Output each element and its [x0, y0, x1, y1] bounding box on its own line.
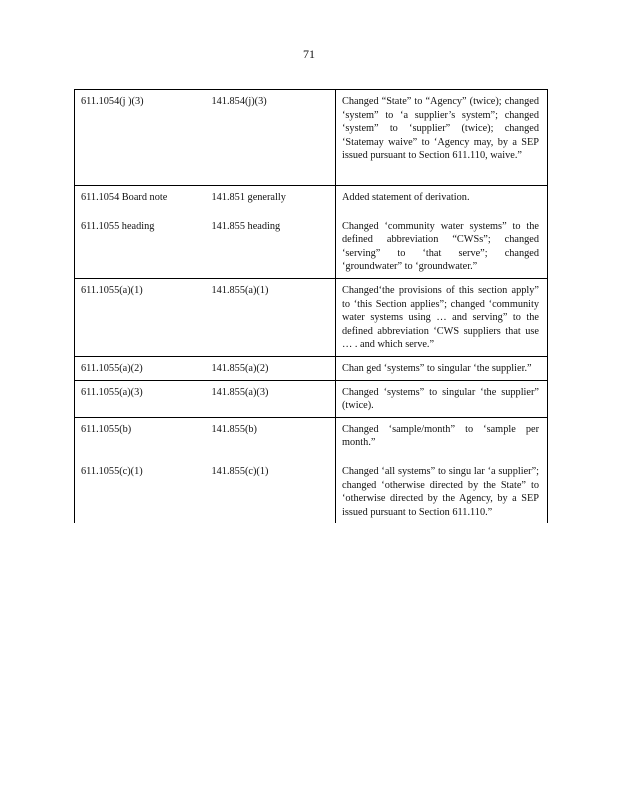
note-cell: Chan ged ‘systems” to singular ‘the supplier.” [336, 356, 548, 380]
note-cell: Changed ‘community water systems” to the defined abbreviation “CWSs”; changed ‘serving” to ‘that serve”; changed ‘groundwater” to ‘groundwater.” [336, 209, 548, 279]
table-row [75, 209, 548, 279]
source-cell: 141.855(b) [206, 417, 336, 454]
note-cell: Changed ‘systems” to singular ‘the supplier” (twice). [336, 380, 548, 417]
derivation-table [74, 89, 548, 523]
note-cell: Added statement of derivation. [336, 186, 548, 209]
section-cell: 611.1055(a)(1) [75, 278, 206, 356]
section-cell: 611.1055(b) [75, 417, 206, 454]
section-cell: 611.1055(c)(1) [75, 454, 206, 523]
section-cell: 611.1054(j )(3) [75, 90, 206, 186]
table-row [75, 186, 548, 209]
section-cell: 611.1055(a)(3) [75, 380, 206, 417]
source-cell: 141.855(a)(2) [206, 356, 336, 380]
note-cell: Changed “State” to “Agency” (twice); changed ‘system” to ‘a supplier’s system”; changed ‘system” to ‘supplier” (twice); changed ‘Statemay waive” to ‘Agency may, by a SEP issued pursuant to Section 611.110, waive.” [336, 90, 548, 186]
source-cell: 141.851 generally [206, 186, 336, 209]
note-cell: Changed ‘all systems” to singu lar ‘a supplier”; changed ‘otherwise directed by the State” to ‘otherwise directed by the Agency, by a SEP issued pursuant to Section 611.110.” [336, 454, 548, 523]
section-cell: 611.1055(a)(2) [75, 356, 206, 380]
table-row [75, 417, 548, 454]
note-cell: Changed‘the provisions of this section apply” to ‘this Section applies”; changed ‘community water systems using … and serving” to the defined abbreviation ‘CWS suppliers that use … . and which serve.” [336, 278, 548, 356]
page-number: 71 [303, 47, 315, 61]
source-cell: 141.854(j)(3) [206, 90, 336, 186]
table-row [75, 356, 548, 380]
section-cell: 611.1054 Board note [75, 186, 206, 209]
source-cell: 141.855 heading [211, 220, 281, 232]
note-cell: Changed ‘sample/month” to ‘sample per month.” [336, 417, 548, 454]
table-row [75, 380, 548, 417]
source-cell: 141.855(a)(1) [206, 278, 336, 356]
table-row [75, 454, 548, 523]
table-row [75, 278, 548, 356]
source-cell: 141.855(c)(1) [211, 465, 269, 477]
section-cell: 611.1055 heading [75, 209, 206, 279]
table-row [75, 90, 548, 186]
source-cell: 141.855(a)(3) [206, 380, 336, 417]
